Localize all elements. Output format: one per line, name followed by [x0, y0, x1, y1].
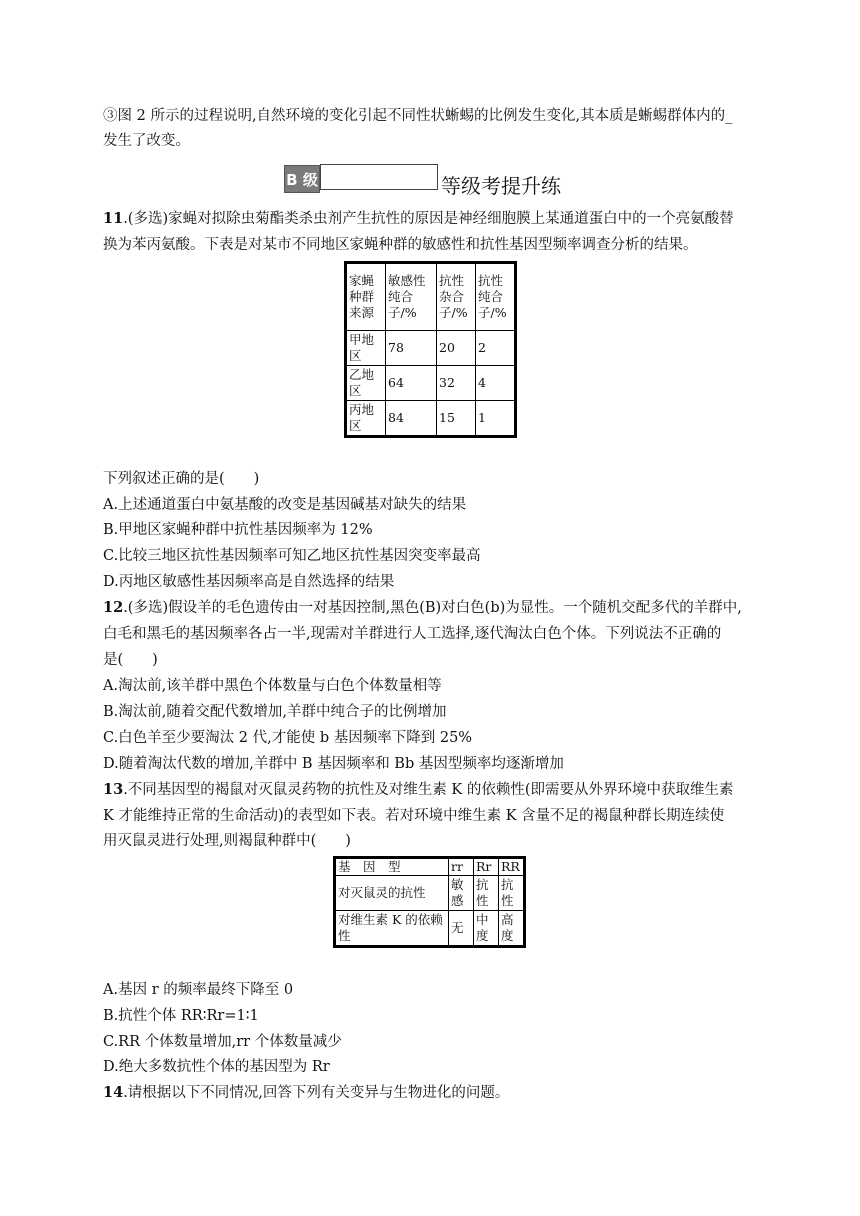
table-cell: 抗性 — [499, 876, 525, 911]
table-cell: 中度 — [474, 911, 499, 947]
table-header-cell: 敏感性纯合子/% — [386, 263, 437, 331]
q12-stem-text-1: .(多选)假设羊的毛色遗传由一对基因控制,黑色(B)对白色(b)为显性。一个随机交配多代的羊群中, — [123, 600, 742, 616]
q13-number: 13 — [103, 781, 124, 798]
q11-table — [344, 261, 517, 438]
q11-prompt: 下列叙述正确的是( ) — [103, 471, 260, 487]
intro-line-1: ③图 2 所示的过程说明,自然环境的变化引起不同性状蜥蜴的比例发生变化,其本质是蜥蜴群体内的_ — [103, 108, 733, 124]
table-row — [346, 331, 516, 366]
table-cell: 1 — [476, 401, 516, 437]
table-row — [346, 366, 516, 401]
table-header-row — [346, 263, 516, 331]
q11-number: 11 — [103, 210, 124, 227]
table-cell: 20 — [437, 331, 476, 366]
q13-option-b: B.抗性个体 RR∶Rr=1∶1 — [103, 1008, 259, 1024]
q13-table — [333, 856, 526, 948]
table-cell: 对维生素 K 的依赖性 — [335, 911, 449, 947]
q11-stem-line-1 — [103, 209, 734, 229]
table-cell: 78 — [386, 331, 437, 366]
table-header-cell: 家蝇种群来源 — [346, 263, 386, 331]
q13-stem-line-2: K 才能维持正常的生命活动)的表型如下表。若对环境中维生素 K 含量不足的褐鼠种群长期连续使 — [103, 808, 725, 824]
q13-option-a: A.基因 r 的频率最终下降至 0 — [103, 982, 294, 998]
table-cell: 丙地区 — [346, 401, 386, 437]
q12-stem-line-1 — [103, 598, 742, 618]
q13-stem-line-1 — [103, 780, 734, 800]
table-cell: 32 — [437, 366, 476, 401]
table-cell: 无 — [449, 911, 474, 947]
level-badge: B 级 — [284, 165, 320, 193]
q11-option-c: C.比较三地区抗性基因频率可知乙地区抗性基因突变率最高 — [103, 548, 481, 564]
q12-option-a: A.淘汰前,该羊群中黑色个体数量与白色个体数量相等 — [103, 678, 442, 694]
q11-stem-text-1: .(多选)家蝇对拟除虫菊酯类杀虫剂产生抗性的原因是神经细胞膜上某通道蛋白中的一个亮氨酸替 — [123, 211, 734, 227]
table-row — [346, 401, 516, 437]
level-title: 等级考提升练 — [441, 174, 561, 198]
table-cell: 4 — [476, 366, 516, 401]
table-header-cell: 抗性杂合子/% — [437, 263, 476, 331]
q14-stem — [103, 1083, 509, 1103]
q13-option-c: C.RR 个体数量增加,rr 个体数量减少 — [103, 1034, 342, 1050]
q12-stem-line-2: 白毛和黑毛的基因频率各占一半,现需对羊群进行人工选择,逐代淘汰白色个体。下列说法不正确的 — [103, 626, 722, 642]
q12-option-d: D.随着淘汰代数的增加,羊群中 B 基因频率和 Bb 基因型频率均逐渐增加 — [103, 756, 564, 772]
q12-option-b: B.淘汰前,随着交配代数增加,羊群中纯合子的比例增加 — [103, 704, 447, 720]
level-badge-box — [320, 164, 438, 190]
table-header-row — [335, 858, 525, 876]
q12-number: 12 — [103, 599, 124, 616]
table-cell: 甲地区 — [346, 331, 386, 366]
table-header-cell: Rr — [474, 858, 499, 876]
q11-option-b: B.甲地区家蝇种群中抗性基因频率为 12% — [103, 522, 373, 538]
q14-stem-text: .请根据以下不同情况,回答下列有关变异与生物进化的问题。 — [123, 1085, 510, 1101]
q12-stem-line-3: 是( ) — [103, 652, 158, 668]
table-cell: 15 — [437, 401, 476, 437]
table-cell: 敏感 — [449, 876, 474, 911]
q11-option-a: A.上述通道蛋白中氨基酸的改变是基因碱基对缺失的结果 — [103, 497, 467, 513]
table-row — [335, 876, 525, 911]
table-cell: 84 — [386, 401, 437, 437]
table-header-cell: rr — [449, 858, 474, 876]
q13-option-d: D.绝大多数抗性个体的基因型为 Rr — [103, 1059, 330, 1075]
q14-number: 14 — [103, 1084, 124, 1101]
q13-stem-line-3: 用灭鼠灵进行处理,则褐鼠种群中( ) — [103, 833, 351, 849]
table-header-cell: 抗性纯合子/% — [476, 263, 516, 331]
table-cell: 64 — [386, 366, 437, 401]
table-cell: 对灭鼠灵的抗性 — [335, 876, 449, 911]
table-header-cell: 基 因 型 — [335, 858, 449, 876]
table-cell: 2 — [476, 331, 516, 366]
table-header-cell: RR — [499, 858, 525, 876]
intro-line-2: 发生了改变。 — [103, 133, 190, 149]
table-row — [335, 911, 525, 947]
q11-option-d: D.丙地区敏感性基因频率高是自然选择的结果 — [103, 574, 395, 590]
q12-option-c: C.白色羊至少要淘汰 2 代,才能使 b 基因频率下降到 25% — [103, 730, 473, 746]
q11-stem-line-2: 换为苯丙氨酸。下表是对某市不同地区家蝇种群的敏感性和抗性基因型频率调查分析的结果。 — [103, 237, 698, 253]
table-cell: 乙地区 — [346, 366, 386, 401]
table-cell: 高度 — [499, 911, 525, 947]
q13-stem-text-1: .不同基因型的褐鼠对灭鼠灵药物的抗性及对维生素 K 的依赖性(即需要从外界环境中获取维生素 — [123, 782, 734, 798]
table-cell: 抗性 — [474, 876, 499, 911]
